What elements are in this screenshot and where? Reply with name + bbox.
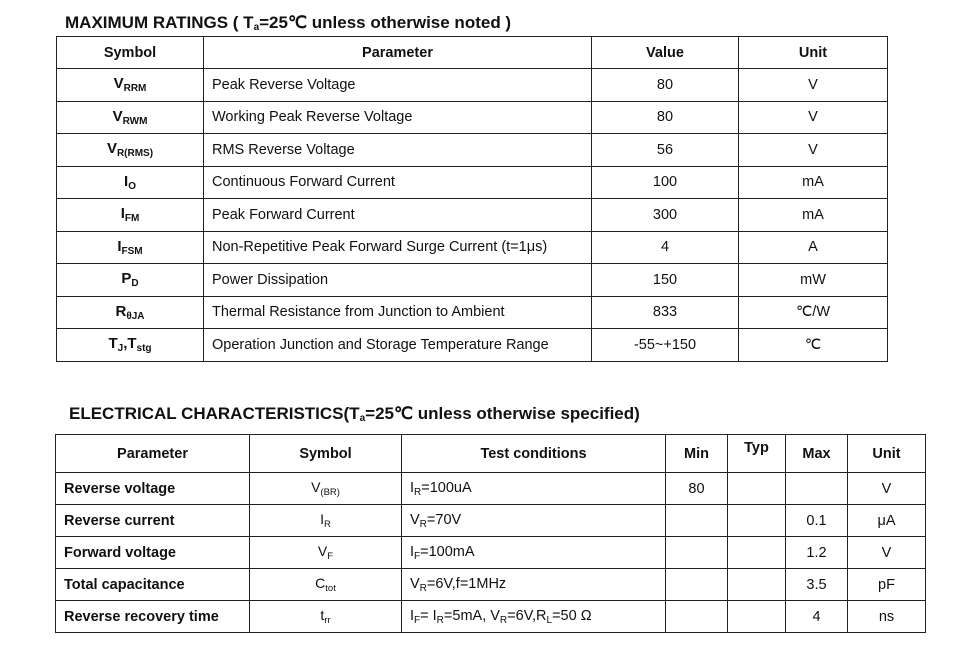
- value-cell: 80: [592, 101, 739, 134]
- table-row: [57, 166, 888, 199]
- header-value: Value: [592, 37, 739, 69]
- electrical-title-sub: a: [359, 413, 366, 424]
- unit-cell: mA: [739, 166, 888, 199]
- symbol-cell: [57, 69, 204, 102]
- condition-part: = I: [420, 607, 437, 624]
- condition-part: R: [419, 582, 427, 594]
- condition-part: L: [546, 614, 553, 626]
- table-row: [57, 199, 888, 232]
- symbol-cell: [57, 329, 204, 362]
- parameter-cell: Thermal Resistance from Junction to Ambient: [204, 296, 592, 329]
- symbol-sub: tot: [325, 583, 336, 594]
- unit-cell: μA: [848, 505, 926, 537]
- electrical-title-post: =25℃ unless otherwise specified): [365, 404, 640, 423]
- value-cell: 300: [592, 199, 739, 232]
- symbol-sub: F: [327, 551, 334, 562]
- condition-part: =50 Ω: [552, 607, 592, 624]
- electrical-title-pre: ELECTRICAL CHARACTERISTICS(T: [69, 404, 360, 423]
- max-cell: 4: [786, 601, 848, 633]
- table-row: [57, 329, 888, 362]
- symbol-sub2: stg: [136, 343, 152, 355]
- value-cell: 80: [592, 69, 739, 102]
- symbol-main: V: [113, 75, 124, 93]
- typ-cell: [728, 569, 786, 601]
- unit-cell: V: [739, 101, 888, 134]
- test-conditions-cell: [402, 473, 666, 505]
- symbol-main: I: [117, 237, 122, 255]
- symbol-main: R: [115, 302, 127, 320]
- symbol-cell: [250, 537, 402, 569]
- parameter-cell: Total capacitance: [56, 569, 250, 601]
- table-row: [56, 505, 926, 537]
- max-ratings-title-sub: a: [253, 22, 260, 33]
- condition-part: R: [499, 614, 508, 626]
- electrical-title: [69, 404, 640, 424]
- table-row: [56, 601, 926, 633]
- max-cell: 0.1: [786, 505, 848, 537]
- test-conditions-cell: [402, 601, 666, 633]
- symbol-sub: O: [128, 180, 136, 192]
- value-cell: -55~+150: [592, 329, 739, 362]
- unit-cell: ns: [848, 601, 926, 633]
- min-cell: [666, 601, 728, 633]
- unit-cell: mW: [739, 264, 888, 297]
- value-cell: 56: [592, 134, 739, 167]
- header-unit: Unit: [739, 37, 888, 69]
- value-cell: 100: [592, 166, 739, 199]
- max-cell: [786, 473, 848, 505]
- symbol-main: V: [311, 479, 321, 495]
- symbol-sub: J: [117, 343, 124, 355]
- parameter-cell: Forward voltage: [56, 537, 250, 569]
- max-cell: 1.2: [786, 537, 848, 569]
- symbol-sub: RWM: [122, 115, 148, 127]
- condition-part: F: [414, 550, 421, 562]
- table-row: [56, 537, 926, 569]
- symbol-sub: RRM: [123, 83, 147, 95]
- parameter-cell: Reverse recovery time: [56, 601, 250, 633]
- parameter-cell: Continuous Forward Current: [204, 166, 592, 199]
- typ-cell: [728, 505, 786, 537]
- test-conditions-cell: [402, 569, 666, 601]
- symbol-sub: (BR): [320, 487, 340, 498]
- symbol-main: P: [121, 270, 132, 288]
- symbol-sub: FM: [124, 213, 140, 225]
- table-row: [57, 264, 888, 297]
- symbol-main: t: [320, 607, 325, 623]
- table-row: [57, 231, 888, 264]
- symbol-sub: θJA: [126, 310, 145, 322]
- value-cell: 833: [592, 296, 739, 329]
- condition-part: =5mA, V: [443, 607, 500, 624]
- symbol-cell: [57, 101, 204, 134]
- symbol-cell: [250, 473, 402, 505]
- parameter-cell: Power Dissipation: [204, 264, 592, 297]
- symbol-cell: [57, 296, 204, 329]
- condition-part: R: [436, 614, 444, 626]
- symbol-sub: D: [131, 278, 139, 290]
- symbol-sub: rr: [324, 615, 331, 626]
- unit-cell: V: [739, 134, 888, 167]
- unit-cell: A: [739, 231, 888, 264]
- condition-part: =6V,f=1MHz: [426, 575, 507, 592]
- parameter-cell: Reverse current: [56, 505, 250, 537]
- condition-part: R: [414, 486, 422, 498]
- parameter-cell: Operation Junction and Storage Temperature Range: [204, 329, 592, 362]
- max-ratings-title: [65, 13, 511, 33]
- header-parameter: Parameter: [56, 435, 250, 473]
- min-cell: [666, 537, 728, 569]
- header-symbol: Symbol: [250, 435, 402, 473]
- symbol-cell: [57, 231, 204, 264]
- table-row: [57, 296, 888, 329]
- parameter-cell: Reverse voltage: [56, 473, 250, 505]
- symbol-sub: R(RMS): [116, 148, 154, 160]
- parameter-cell: Peak Reverse Voltage: [204, 69, 592, 102]
- symbol-main: T: [108, 335, 118, 353]
- max-cell: 3.5: [786, 569, 848, 601]
- symbol-cell: [250, 505, 402, 537]
- condition-part: I: [410, 543, 415, 560]
- value-cell: 4: [592, 231, 739, 264]
- electrical-table: [55, 434, 926, 633]
- table-row: [57, 101, 888, 134]
- typ-cell: [728, 537, 786, 569]
- typ-cell: [728, 601, 786, 633]
- table-row: [57, 134, 888, 167]
- symbol-main: V: [112, 107, 123, 125]
- parameter-cell: RMS Reverse Voltage: [204, 134, 592, 167]
- symbol-main: V: [317, 543, 328, 559]
- test-conditions-cell: [402, 505, 666, 537]
- symbol-main: V: [106, 140, 117, 158]
- test-conditions-cell: [402, 537, 666, 569]
- min-cell: [666, 505, 728, 537]
- table-header-row: [56, 435, 926, 473]
- unit-cell: V: [848, 537, 926, 569]
- symbol-mid: ,T: [123, 335, 137, 353]
- symbol-cell: [57, 134, 204, 167]
- condition-part: =100mA: [420, 543, 475, 560]
- unit-cell: ℃/W: [739, 296, 888, 329]
- min-cell: [666, 569, 728, 601]
- table-row: [57, 69, 888, 102]
- unit-cell: V: [739, 69, 888, 102]
- typ-cell: [728, 473, 786, 505]
- symbol-cell: [250, 569, 402, 601]
- header-typ: Typ: [728, 435, 786, 473]
- symbol-cell: [57, 199, 204, 232]
- unit-cell: pF: [848, 569, 926, 601]
- max-ratings-title-post: =25℃ unless otherwise noted ): [259, 13, 512, 32]
- symbol-sub: FSM: [121, 245, 143, 257]
- symbol-main: I: [320, 511, 324, 527]
- header-max: Max: [786, 435, 848, 473]
- parameter-cell: Working Peak Reverse Voltage: [204, 101, 592, 134]
- parameter-cell: Non-Repetitive Peak Forward Surge Current (t=1μs): [204, 231, 592, 264]
- header-min: Min: [666, 435, 728, 473]
- condition-part: =6V,R: [507, 607, 547, 624]
- condition-part: R: [419, 518, 427, 530]
- condition-part: I: [410, 479, 415, 496]
- symbol-main: I: [124, 172, 129, 190]
- symbol-sub: R: [324, 519, 331, 530]
- max-ratings-title-pre: MAXIMUM RATINGS ( T: [65, 13, 254, 32]
- unit-cell: mA: [739, 199, 888, 232]
- parameter-cell: Peak Forward Current: [204, 199, 592, 232]
- symbol-main: I: [120, 205, 125, 223]
- symbol-main: C: [315, 575, 326, 591]
- max-ratings-table: [56, 36, 888, 362]
- symbol-cell: [250, 601, 402, 633]
- header-symbol: Symbol: [57, 37, 204, 69]
- condition-part: V: [410, 575, 420, 592]
- condition-part: =70V: [426, 511, 462, 528]
- condition-part: I: [410, 607, 415, 624]
- unit-cell: ℃: [739, 329, 888, 362]
- unit-cell: V: [848, 473, 926, 505]
- header-unit: Unit: [848, 435, 926, 473]
- symbol-cell: [57, 264, 204, 297]
- value-cell: 150: [592, 264, 739, 297]
- min-cell: 80: [666, 473, 728, 505]
- header-parameter: Parameter: [204, 37, 592, 69]
- table-header-row: [57, 37, 888, 69]
- header-test-conditions: Test conditions: [402, 435, 666, 473]
- condition-part: V: [410, 511, 420, 528]
- condition-part: F: [414, 614, 421, 626]
- symbol-cell: [57, 166, 204, 199]
- table-row: [56, 473, 926, 505]
- condition-part: =100uA: [421, 479, 472, 496]
- table-row: [56, 569, 926, 601]
